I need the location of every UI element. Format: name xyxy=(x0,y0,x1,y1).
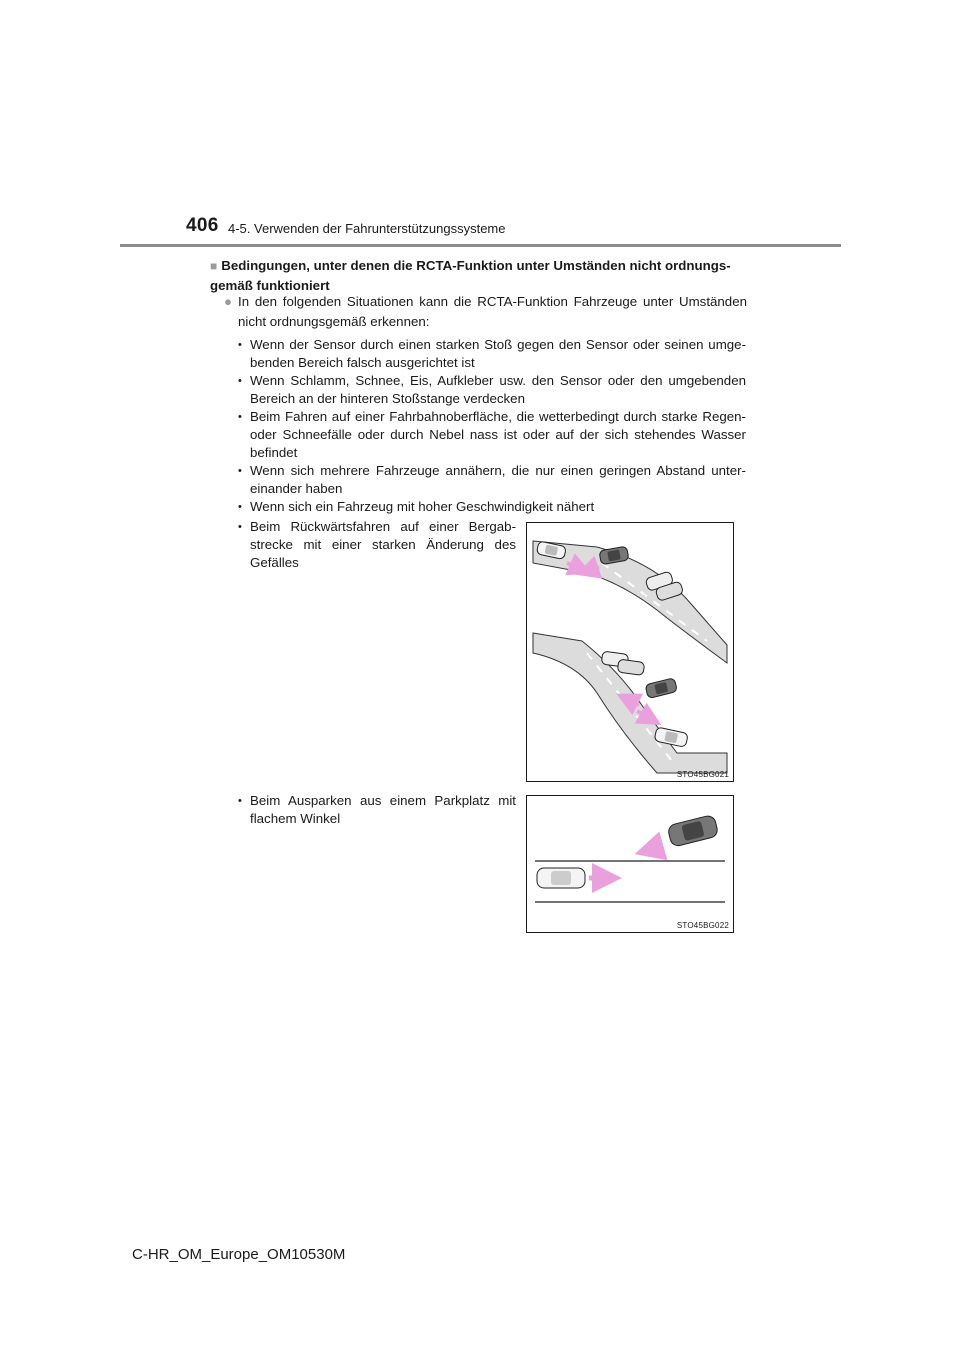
road-lower xyxy=(533,633,727,773)
list-item: • Wenn Schlamm, Schnee, Eis, Aufkleber usw. den Sensor oder den umgebenden Bereich an der hinteren Stoßstange verdecken xyxy=(238,372,746,408)
footer-doc-id: C-HR_OM_Europe_OM10530M xyxy=(132,1246,346,1263)
list-item: • Wenn der Sensor durch einen starken Stoß gegen den Sensor oder seinen umge-benden Bereich falsch ausgerichtet ist xyxy=(238,336,746,372)
circle-bullet-icon: ● xyxy=(224,294,233,309)
section-heading-text: Bedingungen, unter denen die RCTA-Funktion unter Umständen nicht ordnungs-gemäß funktioniert xyxy=(210,258,731,293)
condition-list xyxy=(238,336,746,516)
car-icon xyxy=(617,659,645,675)
figure-id-label: STO45BG021 xyxy=(676,770,729,779)
section-heading xyxy=(210,256,755,296)
list-item: • Beim Fahren auf einer Fahrbahnoberfläche, die wetterbedingt durch starke Regen- oder Schneefälle oder durch Nebel nass ist oder auf der sich stehendes Wasser befindet xyxy=(238,408,746,462)
list-item: • Wenn sich ein Fahrzeug mit hoher Geschwindigkeit nähert xyxy=(238,498,746,516)
car-icon xyxy=(537,868,585,888)
car-icon xyxy=(645,678,677,699)
chapter-title: 4-5. Verwenden der Fahrunterstützungssysteme xyxy=(228,221,506,236)
list-item-downhill: • Beim Rückwärtsfahren auf einer Bergab-strecke mit einer starken Änderung des Gefälles xyxy=(238,518,516,572)
intro-text: In den folgenden Situationen kann die RCTA-Funktion Fahrzeuge unter Umständen nicht ordnungsgemäß erkennen: xyxy=(238,294,747,329)
figure-downhill xyxy=(526,522,734,782)
page-number: 406 xyxy=(186,215,219,236)
arrow-icon xyxy=(649,846,663,850)
car-icon xyxy=(667,814,719,847)
figure-id-label: STO45BG022 xyxy=(676,921,729,930)
header-rule xyxy=(120,244,841,247)
square-bullet-icon: ■ xyxy=(210,259,218,273)
list-item-parking: • Beim Ausparken aus einem Parkplatz mit flachem Winkel xyxy=(238,792,516,828)
figure-parking xyxy=(526,795,734,933)
parking-illustration xyxy=(527,796,733,932)
intro-paragraph xyxy=(225,292,747,332)
downhill-illustration xyxy=(527,523,733,781)
list-item: • Wenn sich mehrere Fahrzeuge annähern, die nur einen geringen Abstand unter-einander haben xyxy=(238,462,746,498)
